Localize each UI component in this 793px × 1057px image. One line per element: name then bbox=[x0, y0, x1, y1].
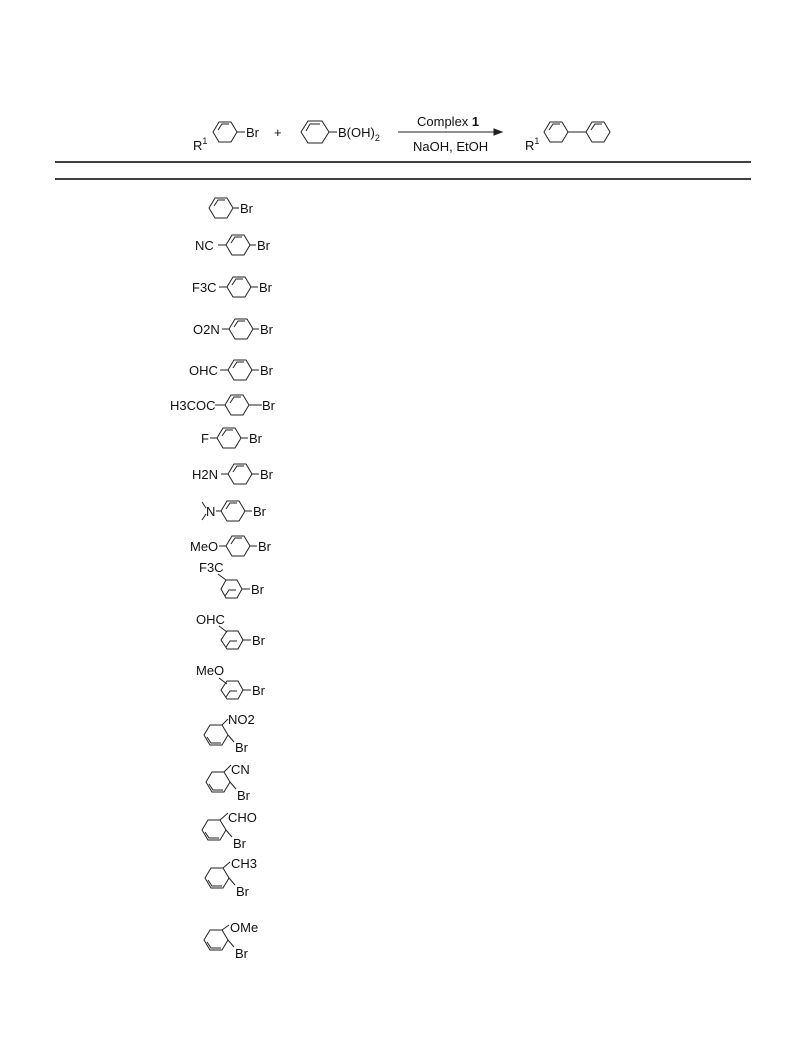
substituent-label: CN bbox=[231, 762, 250, 777]
catalyst-number: 1 bbox=[471, 114, 480, 129]
bromo-label: Br bbox=[260, 467, 273, 482]
benzene-ring bbox=[205, 868, 229, 888]
bromo-label: Br bbox=[251, 582, 264, 597]
benzene-ring bbox=[213, 122, 237, 142]
substituent-label: F3C bbox=[199, 560, 224, 575]
substituent-label: F bbox=[201, 431, 209, 446]
bromo-label: Br bbox=[262, 398, 275, 413]
bromo-label: Br bbox=[257, 238, 270, 253]
benzene-ring bbox=[204, 725, 228, 745]
substrate-1 bbox=[209, 198, 254, 218]
substrate-13 bbox=[196, 663, 266, 699]
substrate-8 bbox=[192, 464, 274, 484]
substituent-label: O2N bbox=[193, 322, 220, 337]
bromo-label: Br bbox=[259, 280, 272, 295]
substrate-15 bbox=[206, 762, 251, 803]
bromo-label: Br bbox=[246, 125, 259, 140]
reactant-phenylboronic-acid bbox=[301, 121, 380, 143]
r1-label: R bbox=[193, 138, 203, 153]
svg-text:R1 bbox=[525, 136, 539, 153]
bromo-label: Br bbox=[235, 946, 248, 961]
bromo-label: Br bbox=[235, 740, 248, 755]
benzene-ring bbox=[209, 198, 233, 218]
substituent-label: OMe bbox=[230, 920, 259, 935]
benzene-ring bbox=[228, 360, 252, 380]
benzene-ring bbox=[206, 772, 230, 792]
benzene-ring bbox=[228, 464, 252, 484]
r1-superscript: 1 bbox=[202, 136, 208, 146]
substrate-12 bbox=[196, 612, 266, 649]
bromo-label: Br bbox=[260, 322, 273, 337]
bromo-label: Br bbox=[236, 884, 249, 899]
bromo-label: Br bbox=[233, 836, 246, 851]
bromo-label: Br bbox=[260, 363, 273, 378]
product-r1-superscript: 1 bbox=[534, 136, 540, 146]
substituent-label: N bbox=[206, 504, 216, 519]
benzene-ring bbox=[226, 536, 250, 556]
benzene-ring bbox=[227, 277, 251, 297]
bromo-label: Br bbox=[252, 683, 265, 698]
benzene-ring bbox=[202, 820, 226, 840]
benzene-ring bbox=[544, 122, 568, 142]
svg-text:B(OH)2 bbox=[338, 125, 380, 143]
bromo-label: Br bbox=[252, 633, 265, 648]
substrate-6 bbox=[170, 395, 276, 415]
boronic-acid-subscript: 2 bbox=[374, 133, 380, 143]
benzene-ring bbox=[204, 930, 228, 950]
substrate-14 bbox=[204, 712, 255, 755]
substrate-7 bbox=[201, 428, 263, 448]
catalyst-label: Complex bbox=[417, 114, 472, 129]
bromo-label: Br bbox=[253, 504, 266, 519]
bromo-label: Br bbox=[237, 788, 250, 803]
conditions-label: NaOH, EtOH bbox=[413, 139, 489, 154]
benzene-ring bbox=[217, 428, 241, 448]
bromo-label: Br bbox=[249, 431, 262, 446]
reactant-aryl-bromide bbox=[193, 122, 260, 153]
substituent-label: OHC bbox=[196, 612, 225, 627]
reaction-arrow bbox=[398, 114, 502, 154]
plus-sign: + bbox=[274, 125, 282, 140]
substrate-10 bbox=[190, 536, 272, 556]
substrate-18 bbox=[204, 920, 258, 961]
ring-double-bond bbox=[218, 124, 229, 130]
substrate-9 bbox=[202, 501, 267, 521]
substrate-5 bbox=[189, 360, 274, 380]
substituent-label: MeO bbox=[196, 663, 225, 678]
benzene-ring bbox=[221, 580, 242, 598]
substrate-2 bbox=[195, 235, 271, 255]
substituent-label: Br bbox=[240, 201, 253, 216]
benzene-ring bbox=[586, 122, 610, 142]
substituent-label: CHO bbox=[228, 810, 257, 825]
arrow-head bbox=[494, 129, 502, 135]
boronic-acid-label: B(OH) bbox=[338, 125, 375, 140]
substrate-16 bbox=[202, 810, 257, 851]
benzene-ring bbox=[221, 681, 243, 699]
substrate-3 bbox=[192, 277, 273, 297]
substituent-label: NO2 bbox=[228, 712, 255, 727]
benzene-ring bbox=[221, 631, 243, 649]
substituent-label: F3C bbox=[192, 280, 217, 295]
benzene-ring bbox=[221, 501, 245, 521]
product-biphenyl bbox=[525, 122, 610, 153]
substrate-17 bbox=[205, 856, 257, 899]
benzene-ring bbox=[229, 319, 253, 339]
substituent-label: CH3 bbox=[231, 856, 258, 871]
svg-text:Complex 1 bbox=[417, 114, 479, 129]
benzene-ring bbox=[225, 395, 249, 415]
substituent-label: H2N bbox=[192, 467, 219, 482]
substrate-4 bbox=[193, 319, 274, 339]
product-r1-label: R bbox=[525, 138, 535, 153]
substrate-11 bbox=[199, 560, 265, 598]
svg-text:R1 bbox=[193, 136, 207, 153]
substituent-label: OHC bbox=[189, 363, 218, 378]
substituent-label: H3COC bbox=[170, 398, 216, 413]
substituent-label: NC bbox=[195, 238, 214, 253]
substituent-label: MeO bbox=[190, 539, 219, 554]
benzene-ring bbox=[226, 235, 250, 255]
bromo-label: Br bbox=[258, 539, 271, 554]
reaction-scheme bbox=[193, 114, 610, 154]
